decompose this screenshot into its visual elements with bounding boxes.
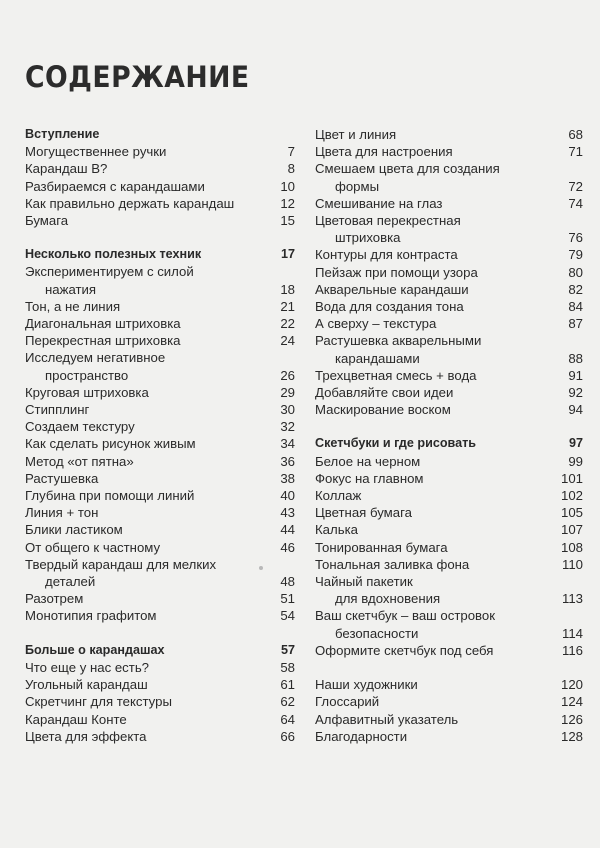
toc-entry-title-line: А сверху – текстура	[315, 316, 437, 332]
toc-entry-title	[315, 607, 562, 641]
toc-entry[interactable]	[315, 556, 583, 573]
toc-page-number: 97	[568, 436, 583, 451]
toc-entry-title-line: Исследуем негативное	[25, 350, 166, 366]
toc-page-number: 110	[561, 556, 583, 572]
toc-entry[interactable]	[25, 435, 295, 452]
toc-page-number: 113	[561, 591, 583, 607]
toc-entry-title	[25, 470, 280, 487]
toc-page-number: 43	[280, 505, 295, 521]
toc-entry-title	[25, 384, 280, 401]
toc-entry-title	[315, 126, 568, 143]
toc-entry-title	[25, 195, 280, 212]
toc-page-number: 92	[568, 385, 583, 401]
toc-entry-title-continuation: карандашами	[335, 350, 420, 366]
toc-page-number: 64	[280, 711, 295, 727]
toc-page-number: 80	[568, 264, 583, 280]
toc-entry[interactable]	[25, 590, 295, 607]
toc-entry[interactable]	[315, 384, 583, 401]
toc-left-column	[25, 126, 295, 745]
toc-entry-title-line: Смешивание на глаз	[315, 195, 443, 211]
toc-page-number: 79	[568, 247, 583, 263]
toc-entry-title-line: Добавляйте свои идеи	[315, 385, 454, 401]
toc-entry[interactable]	[25, 539, 295, 556]
toc-page-number: 126	[560, 711, 583, 727]
toc-page-number: 61	[280, 677, 295, 693]
toc-entry[interactable]	[315, 711, 583, 728]
toc-page-number: 44	[280, 522, 295, 538]
toc-entry[interactable]	[315, 607, 583, 641]
toc-page-number: 87	[568, 316, 583, 332]
toc-entry[interactable]	[315, 573, 583, 607]
toc-page-number: 62	[280, 694, 295, 710]
toc-entry-title	[25, 435, 280, 452]
toc-entry-title-line: Глоссарий	[315, 694, 380, 710]
toc-entry[interactable]	[315, 521, 583, 538]
toc-entry-title-line: Диагональная штриховка	[25, 316, 181, 332]
toc-entry-title	[315, 642, 562, 659]
toc-entry-title-line: Растушевка	[25, 470, 99, 486]
toc-section-heading[interactable]	[315, 435, 583, 452]
toc-page-number: 29	[280, 384, 295, 400]
toc-entry-title-continuation: нажатия	[45, 281, 97, 297]
toc-entry-title	[25, 453, 280, 470]
toc-entry-title	[25, 418, 280, 435]
toc-entry[interactable]	[25, 693, 295, 710]
toc-entry[interactable]	[315, 126, 583, 143]
toc-entry-title-continuation: деталей	[45, 574, 96, 590]
toc-page-number: 94	[568, 402, 583, 418]
toc-entry[interactable]	[25, 143, 295, 160]
toc-page-number: 48	[280, 574, 295, 590]
toc-entry-title	[315, 711, 561, 728]
toc-entry-title-line: Разбираемся с карандашами	[25, 178, 205, 194]
toc-entry[interactable]	[315, 401, 583, 418]
toc-page-number: 76	[568, 230, 583, 246]
toc-entry[interactable]	[25, 332, 295, 349]
toc-entry-title-line: Несколько полезных техник	[25, 247, 202, 262]
section-spacer	[315, 659, 583, 676]
toc-page-number: 72	[568, 178, 583, 194]
toc-entry-title-line: Алфавитный указатель	[315, 711, 459, 727]
toc-entry[interactable]	[315, 728, 583, 745]
toc-entry-title-line: Наши художники	[315, 677, 418, 693]
toc-entry[interactable]	[25, 349, 295, 383]
toc-entry-title-line: Больше о карандашах	[25, 642, 165, 657]
toc-page-number: 7	[287, 144, 295, 160]
toc-entry[interactable]	[315, 676, 583, 693]
toc-entry-title	[315, 728, 561, 745]
toc-entry-title-line: Создаем текстуру	[25, 419, 135, 435]
toc-right-column	[315, 126, 583, 745]
toc-entry-title	[25, 711, 280, 728]
toc-page-number: 8	[287, 161, 295, 177]
toc-entry[interactable]	[315, 504, 583, 521]
toc-entry-title-line: Акварельные карандаши	[315, 281, 469, 297]
toc-entry[interactable]	[25, 521, 295, 538]
toc-entry[interactable]	[25, 676, 295, 693]
toc-entry-title-line: Ваш скетчбук – ваш островок	[315, 608, 496, 624]
toc-entry[interactable]	[315, 143, 583, 160]
toc-entry[interactable]	[315, 487, 583, 504]
toc-entry-title	[315, 298, 568, 315]
toc-entry-title	[315, 281, 568, 298]
toc-page-number: 105	[560, 505, 583, 521]
toc-page-number: 116	[561, 642, 583, 658]
toc-entry-title	[25, 539, 280, 556]
toc-entry[interactable]	[25, 504, 295, 521]
toc-entry-title-line: Тон, а не линия	[25, 298, 121, 314]
toc-entry[interactable]	[315, 470, 583, 487]
toc-entry-title-line: Линия + тон	[25, 505, 99, 521]
toc-entry-title	[315, 384, 568, 401]
toc-entry[interactable]	[25, 315, 295, 332]
toc-section-heading[interactable]	[25, 642, 295, 659]
toc-entry-title	[25, 143, 288, 160]
toc-page-number: 15	[280, 213, 295, 229]
toc-entry-title	[315, 401, 568, 418]
toc-entry-title-line: Коллаж	[315, 488, 362, 504]
toc-entry-title	[315, 556, 562, 573]
toc-page-number: 120	[560, 677, 583, 693]
toc-entry-title-continuation: формы	[335, 178, 380, 194]
toc-page-number: 26	[280, 367, 295, 383]
toc-page-number: 128	[560, 728, 583, 744]
toc-entry[interactable]	[25, 401, 295, 418]
toc-entry[interactable]	[315, 453, 583, 470]
toc-section-heading[interactable]	[25, 246, 295, 263]
toc-entry-title	[25, 504, 280, 521]
toc-entry-title	[315, 332, 568, 366]
toc-page-number: 54	[280, 608, 295, 624]
toc-entry-title-line: Как правильно держать карандаш	[25, 195, 235, 211]
toc-entry-title-line: Экспериментируем с силой	[25, 264, 194, 280]
toc-entry-title	[315, 246, 568, 263]
toc-entry-title-line: Круговая штриховка	[25, 384, 149, 400]
toc-entry-title-line: От общего к частному	[25, 539, 161, 555]
toc-entry[interactable]	[315, 539, 583, 556]
toc-entry-title-line: Метод «от пятна»	[25, 453, 134, 469]
toc-entry-title-line: Контуры для контраста	[315, 247, 458, 263]
toc-entry-title-continuation: штриховка	[335, 230, 401, 246]
toc-entry-title-line: Оформите скетчбук под себя	[315, 642, 494, 658]
toc-entry[interactable]	[315, 298, 583, 315]
toc-entry-title-line: Тонированная бумага	[315, 539, 448, 555]
toc-page-number: 101	[560, 470, 583, 486]
toc-entry-title	[315, 539, 561, 556]
toc-entry-title-line: Растушевка акварельными	[315, 333, 482, 349]
toc-entry-title-line: Трехцветная смесь + вода	[315, 367, 477, 383]
toc-entry[interactable]	[25, 453, 295, 470]
toc-entry[interactable]	[315, 315, 583, 332]
toc-entry-title-line: Цвет и линия	[315, 127, 397, 142]
toc-entry-title-line: Смешаем цвета для создания	[315, 161, 500, 177]
toc-entry-title-line: Пейзаж при помощи узора	[315, 264, 478, 280]
toc-entry-title	[315, 212, 568, 246]
toc-entry[interactable]	[25, 556, 295, 590]
toc-page-number: 71	[568, 144, 583, 160]
toc-entry-title-line: Блики ластиком	[25, 522, 123, 538]
toc-page-number: 84	[568, 299, 583, 315]
toc-entry-title	[315, 693, 561, 710]
toc-entry[interactable]	[25, 384, 295, 401]
toc-page-number: 21	[280, 298, 295, 314]
toc-entry-title-line: Цвета для эффекта	[25, 728, 147, 744]
toc-page-number: 40	[280, 488, 295, 504]
toc-entry-title-continuation: пространство	[45, 367, 129, 383]
toc-entry[interactable]	[25, 195, 295, 212]
page-title: СОДЕРЖАНИЕ	[25, 60, 250, 94]
toc-entry-title	[315, 470, 561, 487]
toc-page-number: 18	[280, 281, 295, 297]
toc-page-number: 12	[280, 195, 295, 211]
toc-entry-title	[25, 676, 280, 693]
toc-entry-title	[315, 435, 569, 452]
toc-entry-title-line: Что еще у нас есть?	[25, 659, 150, 675]
toc-entry-title-line: Благодарности	[315, 728, 408, 744]
toc-entry-title-line: Глубина при помощи линий	[25, 488, 195, 504]
toc-entry[interactable]	[25, 178, 295, 195]
toc-entry-title-line: Могущественнее ручки	[25, 144, 167, 160]
toc-entry-title	[315, 143, 568, 160]
toc-entry-title-line: Бумага	[25, 213, 69, 229]
toc-page-number: 22	[280, 316, 295, 332]
toc-entry-title-line: Монотипия графитом	[25, 608, 157, 624]
toc-page-number: 102	[560, 488, 583, 504]
toc-entry-title	[25, 659, 280, 676]
toc-entry-title	[25, 521, 280, 538]
toc-entry[interactable]	[315, 246, 583, 263]
toc-entry-title	[25, 728, 280, 745]
toc-entry-title	[315, 504, 561, 521]
toc-entry-title	[315, 453, 568, 470]
toc-entry[interactable]	[25, 728, 295, 745]
toc-entry-title	[315, 676, 561, 693]
toc-page-number: 91	[568, 367, 583, 383]
toc-page-number: 24	[280, 333, 295, 349]
toc-page-number: 66	[280, 728, 295, 744]
toc-entry-title-line: Белое на черном	[315, 453, 421, 469]
toc-entry[interactable]	[25, 659, 295, 676]
toc-entry-title-line: Калька	[315, 522, 358, 538]
toc-entry[interactable]	[25, 298, 295, 315]
toc-entry-title-line: Угольный карандаш	[25, 677, 148, 693]
toc-page-number: 58	[280, 659, 295, 675]
toc-entry-title-line: Разотрем	[25, 591, 84, 607]
toc-entry[interactable]	[315, 693, 583, 710]
toc-entry-title	[25, 590, 280, 607]
toc-entry-title	[315, 367, 568, 384]
toc-entry-title-continuation: для вдохновения	[335, 591, 441, 607]
toc-page-number: 68	[568, 127, 583, 142]
toc-page-number: 17	[280, 247, 295, 262]
toc-entry-title	[25, 246, 281, 263]
toc-entry[interactable]	[315, 160, 583, 194]
toc-entry-title	[25, 332, 280, 349]
toc-entry-title-line: Стипплинг	[25, 402, 90, 418]
toc-page-number: 99	[568, 453, 583, 469]
toc-entry-title-line: Перекрестная штриховка	[25, 333, 181, 349]
toc-entry-title	[25, 401, 280, 418]
toc-page-number: 88	[568, 350, 583, 366]
toc-entry[interactable]	[25, 487, 295, 504]
toc-entry-title-line: Цвета для настроения	[315, 144, 453, 160]
toc-entry-title	[25, 693, 280, 710]
toc-entry-title-line: Вода для создания тона	[315, 299, 464, 315]
toc-entry-title-line: Как сделать рисунок живым	[25, 436, 196, 452]
toc-entry-title-line: Цветная бумага	[315, 505, 412, 521]
toc-page-number: 82	[568, 281, 583, 297]
toc-page-number: 51	[280, 591, 295, 607]
toc-entry-title	[25, 607, 280, 624]
toc-entry-title-line: Карандаш Конте	[25, 711, 127, 727]
toc-page-number: 114	[561, 625, 583, 641]
toc-entry[interactable]	[25, 263, 295, 297]
toc-entry-title-line: Скретчинг для текстуры	[25, 694, 172, 710]
toc-page-number: 108	[560, 539, 583, 555]
toc-page-number: 74	[568, 195, 583, 211]
toc-page-number: 38	[280, 470, 295, 486]
toc-entry-title	[25, 126, 295, 143]
toc-entry-title-line: Цветовая перекрестная	[315, 213, 461, 229]
toc-entry-title-line: Скетчбуки и где рисовать	[315, 436, 477, 451]
toc-entry-title-line: Фокус на главном	[315, 470, 424, 486]
toc-entry-title-line: Карандаш В?	[25, 161, 108, 177]
toc-entry-title-line: Чайный пакетик	[315, 574, 413, 590]
toc-page-number: 36	[280, 453, 295, 469]
toc-entry-title	[315, 160, 568, 194]
toc-page-number: 34	[280, 436, 295, 452]
toc-entry-title	[25, 263, 280, 297]
toc-entry[interactable]	[315, 281, 583, 298]
toc-entry-title	[25, 556, 280, 590]
toc-entry[interactable]	[315, 367, 583, 384]
toc-entry[interactable]	[25, 212, 295, 229]
toc-entry-title	[315, 487, 561, 504]
toc-entry[interactable]	[25, 711, 295, 728]
toc-entry[interactable]	[315, 264, 583, 281]
toc-entry-title	[315, 573, 562, 607]
toc-section-heading[interactable]	[25, 126, 295, 143]
toc-page-number: 10	[280, 178, 295, 194]
toc-entry-title	[25, 298, 280, 315]
toc-entry-title-line: Маскирование воском	[315, 402, 451, 418]
toc-entry[interactable]	[315, 212, 583, 246]
toc-entry-title-line: Вступление	[25, 127, 100, 141]
toc-entry-title	[315, 521, 561, 538]
toc-entry-title	[25, 212, 280, 229]
toc-entry-title	[25, 349, 280, 383]
toc-page-number: 107	[560, 522, 583, 538]
toc-entry[interactable]	[25, 470, 295, 487]
section-spacer	[25, 625, 295, 642]
toc-page-number: 57	[280, 642, 295, 657]
toc-entry-title	[25, 178, 280, 195]
toc-page-number: 46	[280, 539, 295, 555]
toc-entry-title	[25, 642, 281, 659]
toc-page-number: 30	[280, 402, 295, 418]
toc-entry-title	[25, 315, 280, 332]
section-spacer	[25, 229, 295, 246]
toc-entry[interactable]	[315, 642, 583, 659]
section-spacer	[315, 418, 583, 435]
toc-entry-title-continuation: безопасности	[335, 625, 419, 641]
toc-entry-title	[25, 487, 280, 504]
toc-entry-title	[25, 160, 288, 177]
paper-speck	[259, 566, 263, 570]
toc-entry[interactable]	[25, 607, 295, 624]
toc-entry-title	[315, 195, 568, 212]
toc-entry-title	[315, 264, 568, 281]
toc-entry[interactable]	[315, 195, 583, 212]
toc-entry-title-line: Твердый карандаш для мелких	[25, 556, 217, 572]
toc-page-number: 32	[280, 419, 295, 435]
toc-entry[interactable]	[25, 160, 295, 177]
toc-entry[interactable]	[25, 418, 295, 435]
toc-entry[interactable]	[315, 332, 583, 366]
toc-entry-title	[315, 315, 568, 332]
toc-entry-title-line: Тональная заливка фона	[315, 556, 470, 572]
toc-page-number: 124	[560, 694, 583, 710]
